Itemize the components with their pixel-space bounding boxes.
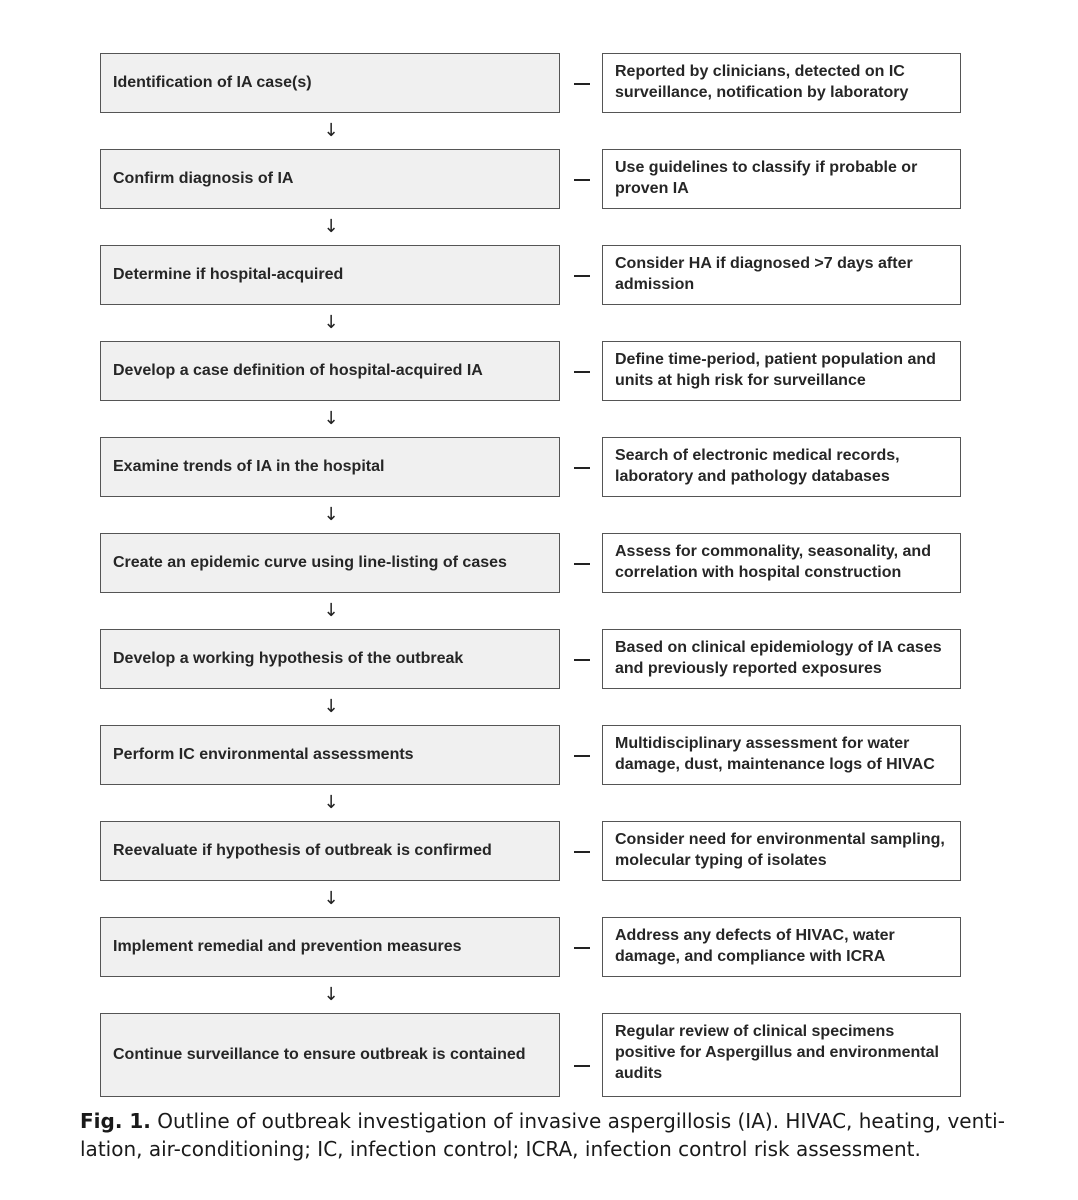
down-arrow-icon: ↓ bbox=[323, 216, 339, 237]
note-box bbox=[602, 725, 961, 785]
step-label: Develop a case definition of hospital-acquired IA bbox=[113, 362, 483, 379]
step-box bbox=[100, 53, 560, 113]
connector-dash bbox=[574, 467, 590, 469]
note-text: Reported by clinicians, detected on IC surveillance, notification by laboratory bbox=[615, 63, 909, 101]
connector-dash bbox=[574, 83, 590, 85]
connector-dash bbox=[574, 563, 590, 565]
step-box bbox=[100, 629, 560, 689]
figure-label: Fig. 1. bbox=[80, 1109, 151, 1133]
note-box bbox=[602, 1013, 961, 1097]
note-text: Consider HA if diagnosed >7 days after admission bbox=[615, 255, 913, 293]
note-box bbox=[602, 917, 961, 977]
step-label: Confirm diagnosis of IA bbox=[113, 170, 294, 187]
step-label: Reevaluate if hypothesis of outbreak is confirmed bbox=[113, 842, 492, 859]
connector-dash bbox=[574, 851, 590, 853]
down-arrow-icon: ↓ bbox=[323, 792, 339, 813]
step-box bbox=[100, 725, 560, 785]
step-box bbox=[100, 437, 560, 497]
note-text: Regular review of clinical specimens positive for Aspergillus and environmental audits bbox=[615, 1023, 939, 1082]
connector-dash bbox=[574, 371, 590, 373]
down-arrow-icon: ↓ bbox=[323, 984, 339, 1005]
down-arrow-icon: ↓ bbox=[323, 504, 339, 525]
note-box bbox=[602, 53, 961, 113]
note-text: Multidisciplinary assessment for water damage, dust, maintenance logs of HIVAC bbox=[615, 735, 935, 773]
down-arrow-icon: ↓ bbox=[323, 696, 339, 717]
note-box bbox=[602, 341, 961, 401]
note-box bbox=[602, 533, 961, 593]
note-box bbox=[602, 149, 961, 209]
step-label: Examine trends of IA in the hospital bbox=[113, 458, 385, 475]
step-label: Determine if hospital-acquired bbox=[113, 266, 344, 283]
step-label: Identification of IA case(s) bbox=[113, 74, 312, 91]
note-text: Search of electronic medical records, laboratory and pathology databases bbox=[615, 447, 900, 485]
down-arrow-icon: ↓ bbox=[323, 408, 339, 429]
connector-dash bbox=[574, 947, 590, 949]
note-text: Use guidelines to classify if probable or proven IA bbox=[615, 159, 918, 197]
step-label: Develop a working hypothesis of the outbreak bbox=[113, 650, 464, 667]
figure-caption-text: Outline of outbreak investigation of invasive aspergillosis (IA). HIVAC, heating, venti-lation, air-conditioning; IC, infection control; ICRA, infection control risk assessment. bbox=[80, 1109, 1005, 1161]
down-arrow-icon: ↓ bbox=[323, 600, 339, 621]
connector-dash bbox=[574, 755, 590, 757]
step-box bbox=[100, 341, 560, 401]
note-box bbox=[602, 629, 961, 689]
down-arrow-icon: ↓ bbox=[323, 120, 339, 141]
note-box bbox=[602, 245, 961, 305]
step-box bbox=[100, 149, 560, 209]
down-arrow-icon: ↓ bbox=[323, 888, 339, 909]
note-text: Consider need for environmental sampling, molecular typing of isolates bbox=[615, 831, 945, 869]
note-text: Define time-period, patient population and units at high risk for surveillance bbox=[615, 351, 936, 389]
connector-dash bbox=[574, 275, 590, 277]
step-box bbox=[100, 1013, 560, 1097]
step-label: Perform IC environmental assessments bbox=[113, 746, 414, 763]
connector-dash bbox=[574, 659, 590, 661]
step-box bbox=[100, 821, 560, 881]
connector-dash bbox=[574, 179, 590, 181]
note-text: Assess for commonality, seasonality, and correlation with hospital construction bbox=[615, 543, 931, 581]
step-box bbox=[100, 533, 560, 593]
step-label: Continue surveillance to ensure outbreak is contained bbox=[113, 1046, 526, 1063]
connector-dash bbox=[574, 1065, 590, 1067]
down-arrow-icon: ↓ bbox=[323, 312, 339, 333]
step-label: Create an epidemic curve using line-listing of cases bbox=[113, 554, 507, 571]
step-box bbox=[100, 917, 560, 977]
step-box bbox=[100, 245, 560, 305]
step-label: Implement remedial and prevention measures bbox=[113, 938, 462, 955]
note-box bbox=[602, 821, 961, 881]
figure-caption bbox=[80, 1107, 1010, 1163]
note-text: Address any defects of HIVAC, water damage, and compliance with ICRA bbox=[615, 927, 895, 965]
note-box bbox=[602, 437, 961, 497]
note-text: Based on clinical epidemiology of IA cases and previously reported exposures bbox=[615, 639, 942, 677]
